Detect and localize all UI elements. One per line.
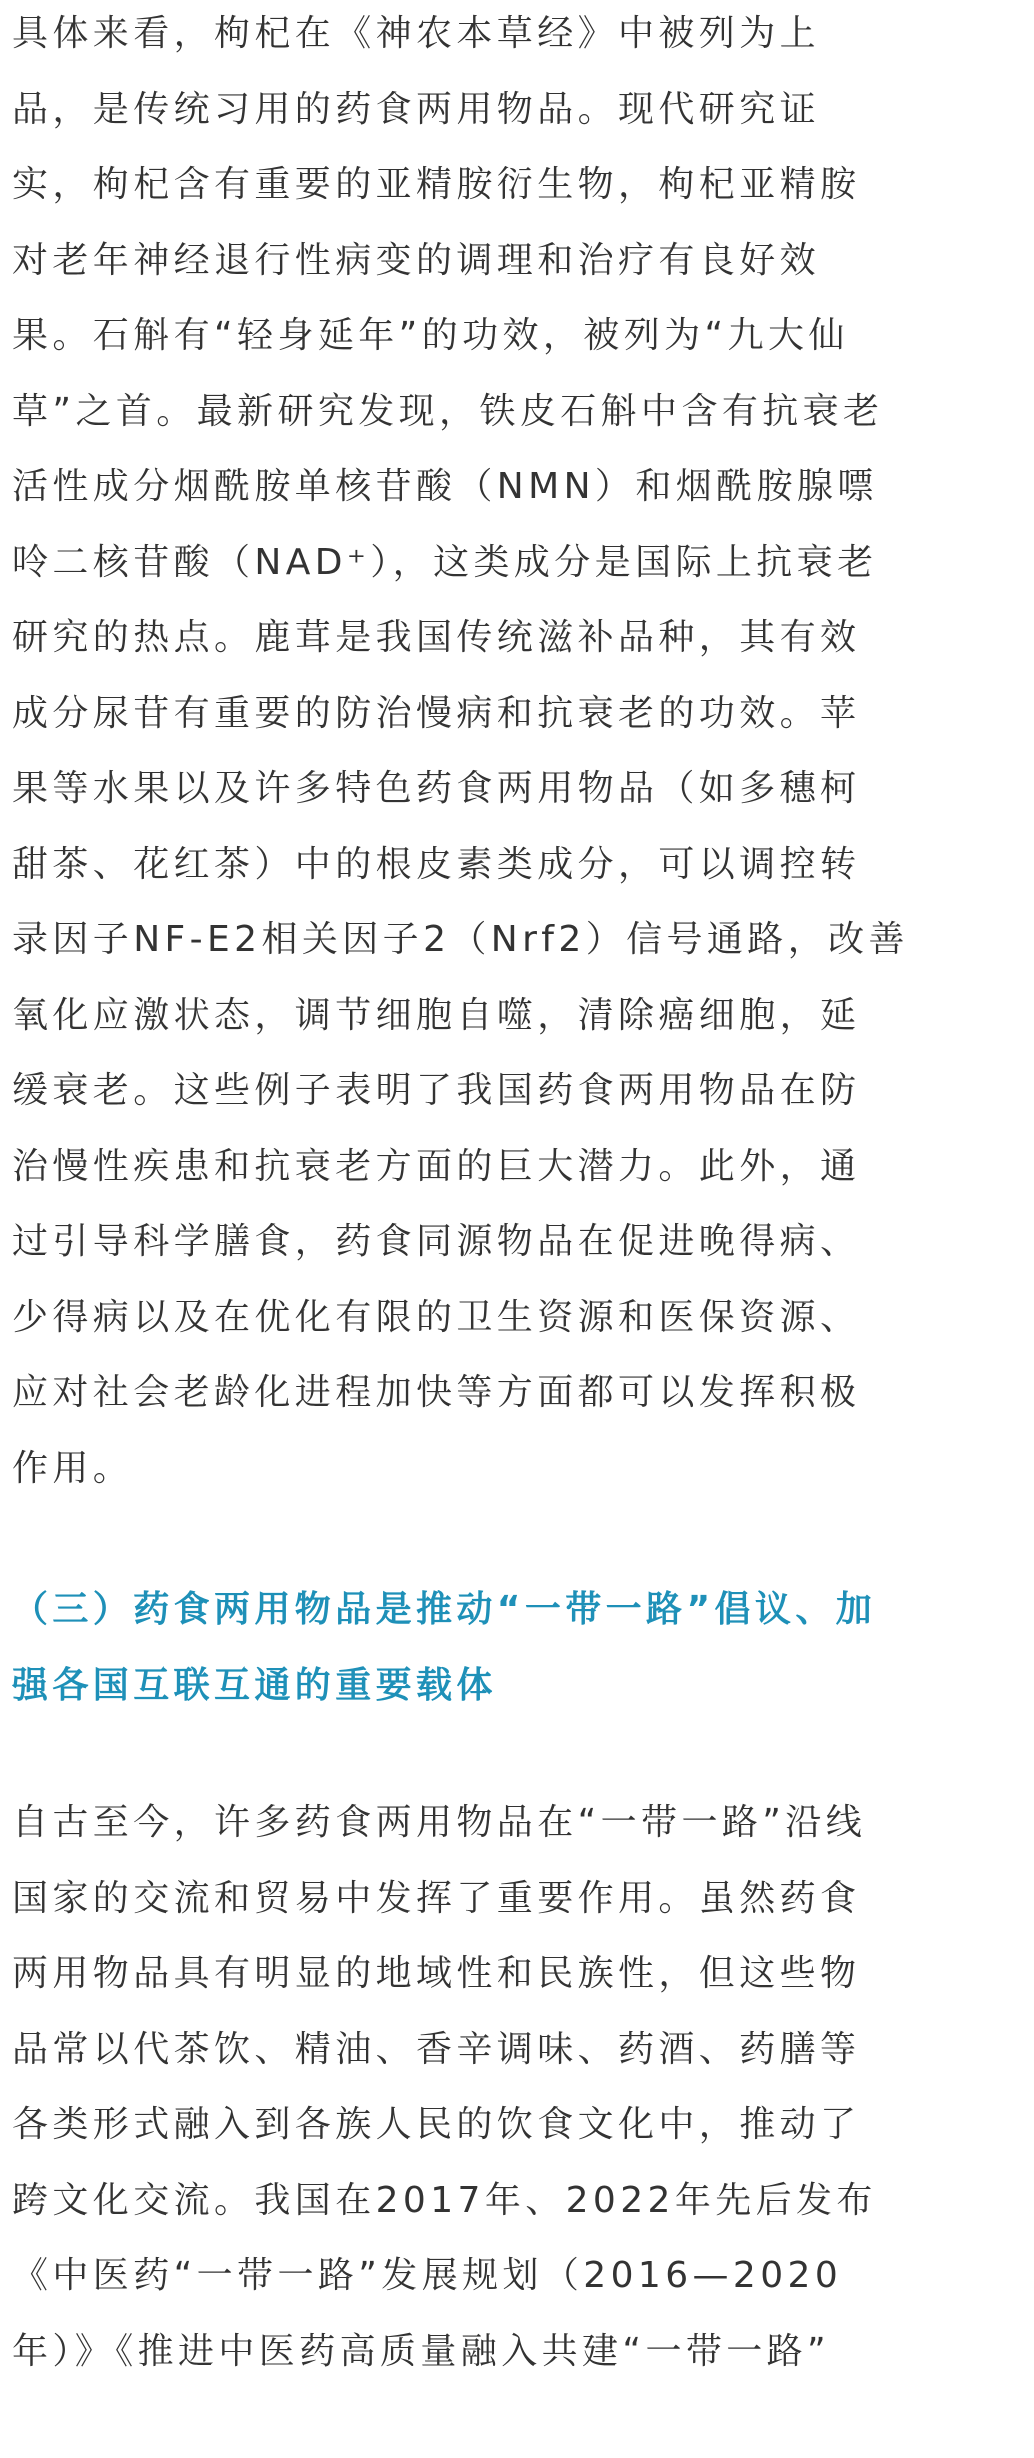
text-line: 研究的热点。鹿茸是我国传统滋补品种，其有效: [12, 617, 861, 658]
text-line: 跨文化交流。我国在2017年、2022年先后发布: [12, 2179, 877, 2221]
text-line: 具体来看，枸杞在《神农本草经》中被列为上: [12, 13, 821, 54]
text-line: 品常以代茶饮、精油、香辛调味、药酒、药膳等: [12, 2028, 861, 2070]
text-line: 成分尿苷有重要的防治慢病和抗衰老的功效。苹: [12, 692, 861, 734]
text-line: 国家的交流和贸易中发挥了重要作用。虽然药食: [12, 1877, 861, 1919]
text-line: 自古至今，许多药食两用物品在“一带一路”沿线: [12, 1802, 867, 1843]
text-line: 过引导科学膳食，药食同源物品在促进晚得病、: [12, 1221, 861, 1262]
text-line: 应对社会老龄化进程加快等方面都可以发挥积极: [12, 1372, 861, 1413]
paragraph-anti-aging: [12, 0, 1028, 1506]
paragraph-belt-and-road: [12, 1785, 1028, 2389]
text-line: 各类形式融入到各族人民的饮食文化中，推动了: [12, 2104, 861, 2145]
text-line: 活性成分烟酰胺单核苷酸（NMN）和烟酰胺腺嘌: [12, 466, 878, 507]
text-line: 作用。: [12, 1447, 134, 1489]
text-line: 甜茶、花红茶）中的根皮素类成分，可以调控转: [12, 843, 861, 885]
text-line: 治慢性疾患和抗衰老方面的巨大潜力。此外，通: [12, 1145, 861, 1187]
text-line: 呤二核苷酸（NAD⁺），这类成分是国际上抗衰老: [12, 541, 878, 583]
section-heading: [12, 1572, 1028, 1723]
text-line: 氧化应激状态，调节细胞自噬，清除癌细胞，延: [12, 994, 861, 1036]
text-line: 年）》《推进中医药高质量融入共建“一带一路”: [12, 2330, 831, 2372]
text-line: 品，是传统习用的药食两用物品。现代研究证: [12, 88, 821, 130]
text-line: 两用物品具有明显的地域性和民族性，但这些物: [12, 1953, 861, 1994]
text-line: 实，枸杞含有重要的亚精胺衍生物，枸杞亚精胺: [12, 164, 861, 205]
text-line: 《中医药“一带一路”发展规划（2016—2020: [12, 2255, 843, 2296]
text-line: 缓衰老。这些例子表明了我国药食两用物品在防: [12, 1070, 861, 1111]
text-line: 果等水果以及许多特色药食两用物品（如多穗柯: [12, 768, 861, 809]
text-line: 录因子NF-E2相关因子2（Nrf2）信号通路，改善: [12, 919, 909, 960]
text-line: 草”之首。最新研究发现，铁皮石斛中含有抗衰老: [12, 390, 884, 432]
heading-line: （三）药食两用物品是推动“一带一路”倡议、加: [12, 1589, 877, 1630]
text-line: 少得病以及在优化有限的卫生资源和医保资源、: [12, 1296, 861, 1338]
text-line: 对老年神经退行性病变的调理和治疗有良好效: [12, 239, 821, 281]
heading-line: 强各国互联互通的重要载体: [12, 1664, 497, 1706]
text-line: 果。石斛有“轻身延年”的功效，被列为“九大仙: [12, 315, 849, 356]
